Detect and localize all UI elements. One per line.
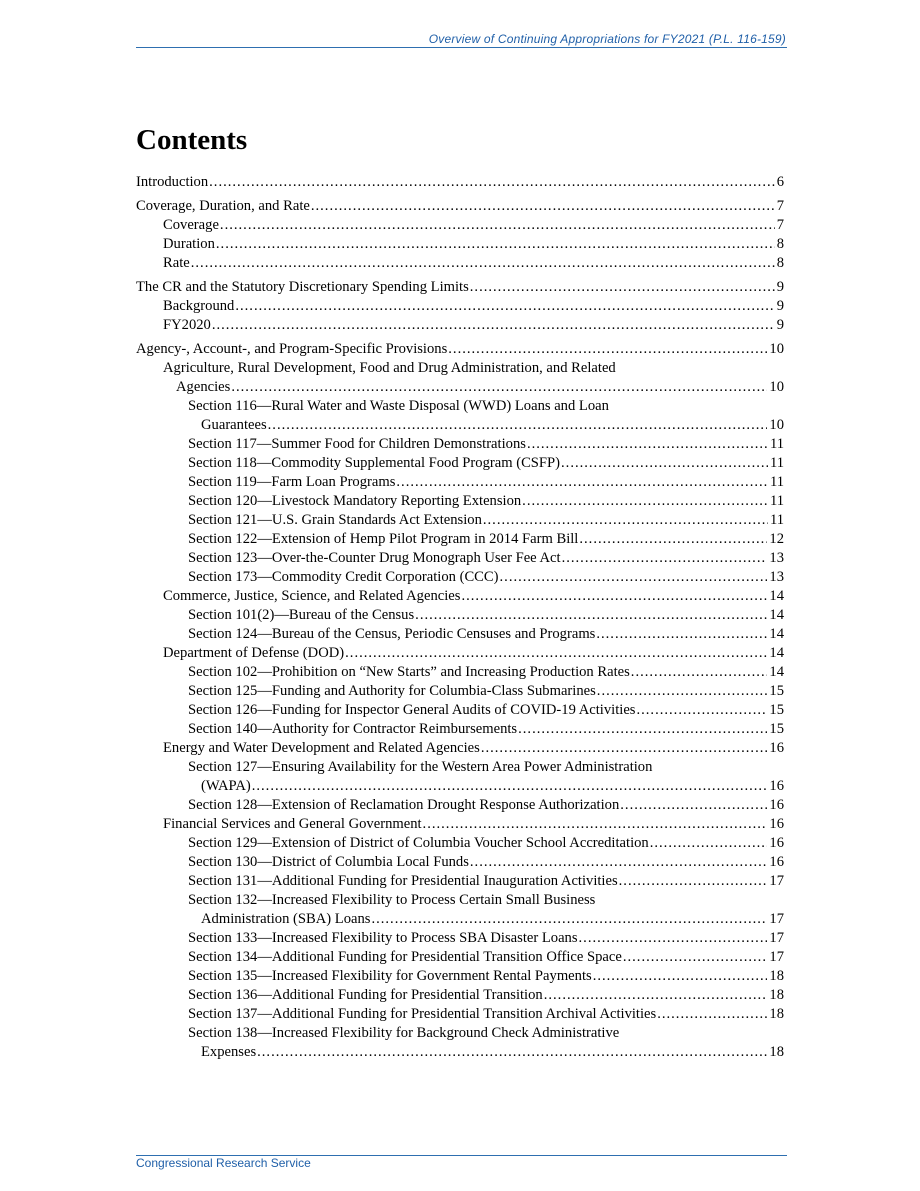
toc-entry[interactable] — [136, 454, 784, 473]
dot-leader — [593, 967, 768, 986]
toc-entry[interactable] — [136, 948, 784, 967]
toc-entry-page-number: 14 — [769, 645, 784, 661]
dot-leader — [257, 1043, 767, 1062]
toc-entry-label: Section 128—Extension of Reclamation Drought Response Authorization — [188, 797, 620, 813]
toc-entry[interactable] — [136, 197, 784, 216]
dot-leader — [562, 549, 768, 568]
toc-entry[interactable] — [136, 173, 784, 192]
toc-entry-page-number: 11 — [769, 455, 784, 471]
dot-leader — [544, 986, 768, 1005]
toc-entry-label-first-line: Section 132—Increased Flexibility to Process Certain Small Business — [188, 892, 596, 908]
dot-leader — [579, 530, 767, 549]
dot-leader — [209, 173, 775, 192]
toc-entry[interactable] — [136, 1005, 784, 1024]
toc-entry[interactable] — [136, 1024, 784, 1062]
toc-entry-page-number: 15 — [769, 702, 784, 718]
toc-entry-label: Section 102—Prohibition on “New Starts” and Increasing Production Rates — [188, 664, 630, 680]
toc-entry-label: Commerce, Justice, Science, and Related Agencies — [163, 588, 461, 604]
dot-leader — [470, 278, 775, 297]
toc-entry-page-number: 12 — [769, 531, 784, 547]
dot-leader — [470, 853, 768, 872]
toc-entry[interactable] — [136, 967, 784, 986]
toc-entry[interactable] — [136, 872, 784, 891]
toc-entry[interactable] — [136, 254, 784, 273]
toc-entry-label: Section 140—Authority for Contractor Reimbursements — [188, 721, 518, 737]
toc-entry[interactable] — [136, 549, 784, 568]
dot-leader — [522, 492, 768, 511]
dot-leader — [231, 378, 767, 397]
dot-leader — [620, 796, 767, 815]
dot-leader — [518, 720, 767, 739]
dot-leader — [268, 416, 768, 435]
toc-entry[interactable] — [136, 834, 784, 853]
toc-entry[interactable] — [136, 511, 784, 530]
toc-entry-label: Background — [163, 298, 235, 314]
toc-entry-label: Section 137—Additional Funding for Presidential Transition Archival Activities — [188, 1006, 657, 1022]
toc-entry[interactable] — [136, 625, 784, 644]
header-rule — [136, 47, 787, 48]
toc-entry[interactable] — [136, 758, 784, 796]
toc-entry[interactable] — [136, 682, 784, 701]
toc-entry-label: Section 134—Additional Funding for Presidential Transition Office Space — [188, 949, 622, 965]
toc-entry-label: Guarantees — [201, 417, 267, 433]
toc-entry-label: Section 129—Extension of District of Columbia Voucher School Accreditation — [188, 835, 649, 851]
toc-entry-label: The CR and the Statutory Discretionary Spending Limits — [136, 279, 469, 295]
toc-entry-label: Section 173—Commodity Credit Corporation (CCC) — [188, 569, 499, 585]
toc-entry-label: FY2020 — [163, 317, 211, 333]
toc-entry-label: Section 123—Over-the-Counter Drug Monograph User Fee Act — [188, 550, 561, 566]
dot-leader — [623, 948, 768, 967]
toc-entry-label: Energy and Water Development and Related Agencies — [163, 740, 480, 756]
toc-entry-label: Section 136—Additional Funding for Presidential Transition — [188, 987, 543, 1003]
toc-entry-label: Coverage — [163, 217, 219, 233]
toc-entry[interactable] — [136, 701, 784, 720]
toc-entry-page-number: 18 — [769, 1006, 784, 1022]
toc-entry-page-number: 10 — [769, 379, 784, 395]
toc-entry[interactable] — [136, 891, 784, 929]
dot-leader — [596, 625, 767, 644]
toc-entry-page-number: 10 — [769, 341, 784, 357]
toc-entry[interactable] — [136, 644, 784, 663]
toc-entry-page-number: 15 — [769, 721, 784, 737]
dot-leader — [396, 473, 768, 492]
toc-entry-page-number: 16 — [769, 740, 784, 756]
dot-leader — [619, 872, 768, 891]
toc-entry[interactable] — [136, 720, 784, 739]
toc-entry-label: Section 101(2)—Bureau of the Census — [188, 607, 415, 623]
dot-leader — [220, 216, 775, 235]
dot-leader — [311, 197, 775, 216]
toc-entry[interactable] — [136, 340, 784, 359]
toc-entry-label: Section 120—Livestock Mandatory Reporting Extension — [188, 493, 522, 509]
toc-entry-page-number: 16 — [769, 797, 784, 813]
toc-entry-label: Section 122—Extension of Hemp Pilot Program in 2014 Farm Bill — [188, 531, 579, 547]
dot-leader — [481, 739, 768, 758]
toc-entry[interactable] — [136, 297, 784, 316]
toc-entry[interactable] — [136, 473, 784, 492]
toc-entry-page-number: 17 — [769, 911, 784, 927]
toc-entry-label: Section 126—Funding for Inspector General Audits of COVID-19 Activities — [188, 702, 636, 718]
toc-entry-page-number: 16 — [769, 816, 784, 832]
toc-entry-page-number: 6 — [776, 174, 784, 190]
dot-leader — [191, 254, 775, 273]
dot-leader — [597, 682, 768, 701]
toc-entry[interactable] — [136, 587, 784, 606]
toc-entry-page-number: 10 — [769, 417, 784, 433]
toc-entry-page-number: 9 — [776, 317, 784, 333]
running-header-title: Overview of Continuing Appropriations for FY2021 (P.L. 116-159) — [428, 32, 786, 46]
dot-leader — [212, 316, 775, 335]
toc-entry-label-first-line: Agriculture, Rural Development, Food and Drug Administration, and Related — [163, 360, 616, 376]
toc-entry-page-number: 9 — [776, 298, 784, 314]
dot-leader — [423, 815, 768, 834]
toc-entry-label: Section 125—Funding and Authority for Columbia-Class Submarines — [188, 683, 596, 699]
dot-leader — [561, 454, 768, 473]
dot-leader — [631, 663, 768, 682]
dot-leader — [252, 777, 768, 796]
toc-entry-page-number: 7 — [776, 217, 784, 233]
toc-entry-page-number: 14 — [769, 664, 784, 680]
toc-entry-label-first-line: Section 138—Increased Flexibility for Background Check Administrative — [188, 1025, 620, 1041]
dot-leader — [650, 834, 768, 853]
toc-entry-page-number: 8 — [776, 236, 784, 252]
toc-entry-label-first-line: Section 127—Ensuring Availability for the Western Area Power Administration — [188, 759, 653, 775]
toc-entry-label: Section 119—Farm Loan Programs — [188, 474, 396, 490]
toc-entry[interactable] — [136, 739, 784, 758]
toc-entry-label: Duration — [163, 236, 215, 252]
toc-entry-label: Expenses — [201, 1044, 257, 1060]
dot-leader — [657, 1005, 767, 1024]
dot-leader — [448, 340, 767, 359]
dot-leader — [636, 701, 767, 720]
table-of-contents — [136, 173, 784, 1062]
toc-entry[interactable] — [136, 278, 784, 297]
toc-entry-page-number: 16 — [769, 854, 784, 870]
toc-entry[interactable] — [136, 216, 784, 235]
toc-entry-page-number: 18 — [769, 987, 784, 1003]
toc-entry-label: Section 121—U.S. Grain Standards Act Extension — [188, 512, 482, 528]
toc-entry[interactable] — [136, 492, 784, 511]
toc-entry[interactable] — [136, 929, 784, 948]
dot-leader — [579, 929, 768, 948]
dot-leader — [500, 568, 768, 587]
toc-entry-label: (WAPA) — [201, 778, 251, 794]
toc-entry-page-number: 8 — [776, 255, 784, 271]
toc-entry-label: Agencies — [176, 379, 231, 395]
toc-entry[interactable] — [136, 606, 784, 625]
toc-entry-label: Section 124—Bureau of the Census, Periodic Censuses and Programs — [188, 626, 596, 642]
toc-entry-page-number: 16 — [769, 835, 784, 851]
toc-entry-label: Administration (SBA) Loans — [201, 911, 371, 927]
toc-entry[interactable] — [136, 986, 784, 1005]
toc-entry[interactable] — [136, 853, 784, 872]
toc-entry-label: Section 135—Increased Flexibility for Government Rental Payments — [188, 968, 592, 984]
toc-entry-page-number: 14 — [769, 607, 784, 623]
toc-entry-label: Section 130—District of Columbia Local Funds — [188, 854, 469, 870]
toc-entry[interactable] — [136, 568, 784, 587]
dot-leader — [527, 435, 768, 454]
toc-entry[interactable] — [136, 796, 784, 815]
toc-entry-page-number: 7 — [776, 198, 784, 214]
toc-entry-page-number: 15 — [769, 683, 784, 699]
toc-entry[interactable] — [136, 235, 784, 254]
toc-entry-label: Financial Services and General Government — [163, 816, 422, 832]
toc-entry-page-number: 17 — [769, 873, 784, 889]
toc-entry-page-number: 17 — [769, 949, 784, 965]
page-title: Contents — [136, 124, 248, 156]
dot-leader — [415, 606, 767, 625]
toc-entry-page-number: 13 — [769, 569, 784, 585]
toc-entry-label: Section 118—Commodity Supplemental Food Program (CSFP) — [188, 455, 561, 471]
toc-entry-page-number: 9 — [776, 279, 784, 295]
toc-entry-page-number: 11 — [769, 493, 784, 509]
dot-leader — [483, 511, 768, 530]
toc-entry-page-number: 14 — [769, 626, 784, 642]
toc-entry-label: Introduction — [136, 174, 209, 190]
toc-entry[interactable] — [136, 316, 784, 335]
dot-leader — [345, 644, 767, 663]
toc-entry-label: Coverage, Duration, and Rate — [136, 198, 310, 214]
toc-entry-page-number: 14 — [769, 588, 784, 604]
toc-entry-page-number: 18 — [769, 968, 784, 984]
toc-entry-label: Agency-, Account-, and Program-Specific Provisions — [136, 341, 448, 357]
dot-leader — [235, 297, 774, 316]
toc-entry-label: Section 133—Increased Flexibility to Process SBA Disaster Loans — [188, 930, 578, 946]
toc-entry-label: Section 131—Additional Funding for Presidential Inauguration Activities — [188, 873, 618, 889]
toc-entry-label: Section 117—Summer Food for Children Demonstrations — [188, 436, 526, 452]
toc-entry-page-number: 13 — [769, 550, 784, 566]
toc-entry-page-number: 16 — [769, 778, 784, 794]
toc-entry[interactable] — [136, 815, 784, 834]
toc-entry-label: Department of Defense (DOD) — [163, 645, 345, 661]
toc-entry[interactable] — [136, 663, 784, 682]
toc-entry[interactable] — [136, 435, 784, 454]
dot-leader — [461, 587, 767, 606]
toc-entry-page-number: 11 — [769, 474, 784, 490]
toc-entry-page-number: 11 — [769, 436, 784, 452]
toc-entry-label: Rate — [163, 255, 190, 271]
dot-leader — [216, 235, 775, 254]
toc-entry[interactable] — [136, 397, 784, 435]
toc-entry[interactable] — [136, 530, 784, 549]
toc-entry-page-number: 17 — [769, 930, 784, 946]
footer-publisher: Congressional Research Service — [136, 1156, 311, 1170]
toc-entry-page-number: 18 — [769, 1044, 784, 1060]
toc-entry[interactable] — [136, 359, 784, 397]
toc-entry-label-first-line: Section 116—Rural Water and Waste Disposal (WWD) Loans and Loan — [188, 398, 609, 414]
dot-leader — [371, 910, 767, 929]
toc-entry-page-number: 11 — [769, 512, 784, 528]
